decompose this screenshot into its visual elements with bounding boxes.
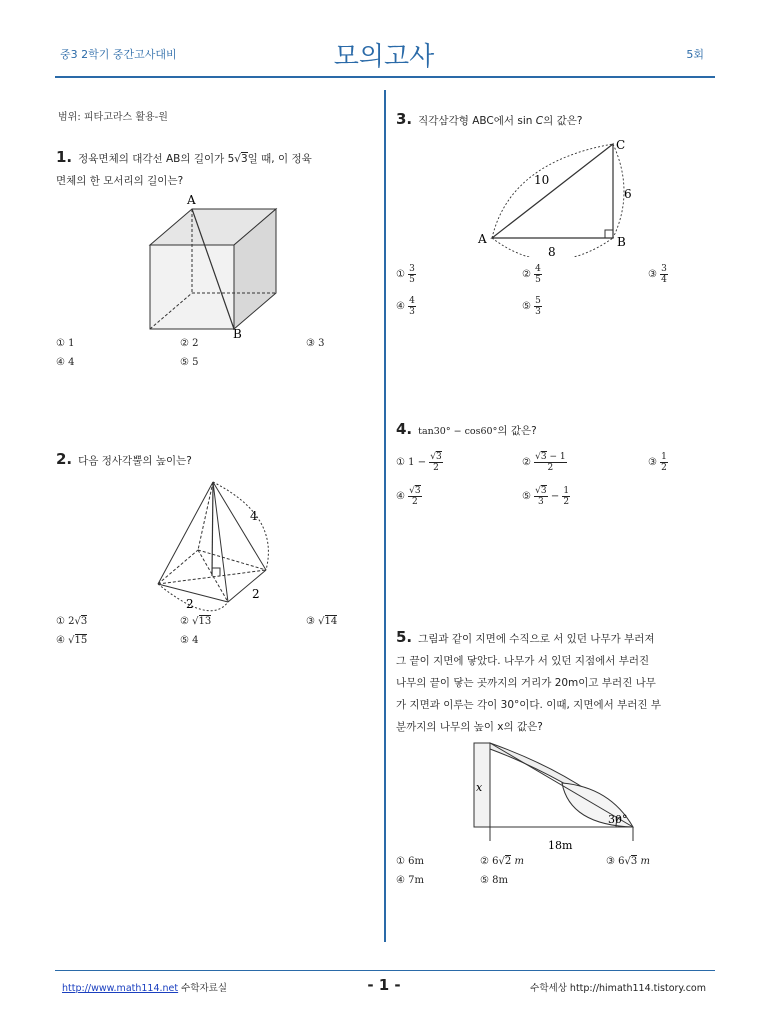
option-mark: ③	[648, 269, 661, 280]
option-mark: ③	[648, 457, 657, 468]
denominator: 3	[538, 497, 544, 507]
question-4	[396, 418, 537, 443]
footer-divider	[55, 970, 715, 971]
fraction: $\frac{√3}{2}$	[430, 452, 442, 473]
fraction	[408, 296, 416, 317]
base-edge-label-1: 2	[186, 597, 194, 611]
q3-option-3[interactable]	[648, 264, 668, 285]
q2-option-3[interactable]	[306, 616, 337, 627]
question-2-number: 2.	[56, 450, 73, 468]
coefficient: 6	[492, 856, 499, 867]
question-3-text-b: 의 값은?	[543, 115, 583, 127]
coefficient: 2	[68, 616, 75, 627]
question-1-radicand: 3	[240, 153, 248, 165]
option-mark: ①	[56, 616, 69, 627]
denominator: 2	[661, 463, 667, 473]
fraction	[534, 296, 542, 317]
question-3-var: C	[535, 115, 544, 127]
question-1-text-a: 정육면체의 대각선 AB의 길이가 5	[78, 153, 235, 165]
radicand: 13	[198, 616, 212, 627]
option-prefix: 1 −	[408, 457, 427, 468]
option-mark: ④	[396, 491, 405, 502]
radicand: 3	[80, 616, 88, 627]
question-3-text-a: 직각삼각형 ABC에서 sin	[418, 115, 533, 127]
q1-option-1[interactable]: ① 1	[56, 338, 75, 349]
q3-option-1[interactable]	[396, 264, 416, 285]
denominator: 5	[535, 275, 541, 285]
question-5-line-4: 가 지면과 이루는 각이 30°이다. 이때, 지면에서 부러진 부	[396, 699, 661, 711]
vertex-b-label: B	[617, 235, 626, 249]
q2-option-5[interactable]	[180, 635, 199, 646]
option-mark: ④	[396, 301, 409, 312]
footer-right-text: 수학세상	[530, 983, 567, 994]
fraction	[562, 486, 570, 507]
question-2-text: 다음 정사각뿔의 높이는?	[78, 455, 192, 467]
radicand: 14	[324, 616, 338, 627]
question-1	[56, 146, 374, 192]
denominator: 2	[433, 463, 439, 473]
page-number: - 1 -	[367, 976, 401, 994]
cube-figure	[140, 192, 290, 342]
denominator: 3	[409, 307, 415, 317]
q3-option-4[interactable]	[396, 296, 416, 317]
question-3-number: 3.	[396, 110, 413, 128]
numerator-radicand: 3	[540, 486, 547, 496]
q1-option-4[interactable]: ④ 4	[56, 357, 75, 368]
option-mark: ④	[56, 635, 69, 646]
denominator: 4	[661, 275, 667, 285]
radicand: 15	[74, 635, 88, 646]
sqrt-sign: √	[318, 616, 325, 627]
question-1-line2: 면체의 한 모서리의 길이는?	[56, 175, 184, 187]
right-triangle-figure	[470, 132, 640, 257]
option-mark: ③	[606, 856, 615, 867]
q5-option-3[interactable]: ③ 6√3 m	[606, 856, 650, 867]
numerator: 4	[535, 264, 541, 274]
q5-option-1[interactable]: ① 6m	[396, 856, 424, 867]
numerator: 3	[409, 264, 415, 274]
option-mark: ⑤	[522, 301, 535, 312]
vertical-side-label: 6	[624, 187, 632, 201]
footer-left-text: 수학자료실	[181, 983, 228, 994]
range-label: 범위: 피타고라스 활용-원	[58, 112, 168, 123]
header-divider	[55, 76, 715, 78]
fraction: $\frac{√3}{2}$	[409, 486, 421, 507]
fraction: $\frac{√3 - 1}{2}$	[535, 452, 566, 473]
option-mark: ②	[180, 616, 193, 627]
q1-option-2[interactable]: ② 2	[180, 338, 199, 349]
q4-option-4[interactable]	[396, 486, 422, 507]
question-4-number: 4.	[396, 420, 413, 438]
header-left: 중3 2학기 중간고사대비	[60, 48, 177, 61]
numerator: 3	[661, 264, 667, 274]
option-mark: ①	[396, 457, 405, 468]
option-mark: ①	[396, 269, 409, 280]
question-5	[396, 626, 716, 738]
question-1-number: 1.	[56, 148, 73, 166]
page-title: 모의고사	[333, 42, 435, 72]
vertex-a-label: A	[478, 232, 487, 246]
angle-label: 30°	[608, 813, 628, 826]
denominator: 3	[535, 307, 541, 317]
denominator: 2	[563, 497, 570, 507]
q1-option-5[interactable]: ⑤ 5	[180, 357, 199, 368]
hypotenuse-label: 10	[534, 173, 550, 187]
unit: m	[640, 856, 650, 867]
option-mark: ⑤	[180, 635, 193, 646]
q3-option-5[interactable]	[522, 296, 542, 317]
q4-option-1[interactable]	[396, 452, 443, 473]
q4-option-3[interactable]	[648, 452, 668, 473]
numerator: 1	[563, 486, 570, 496]
q2-option-1[interactable]	[56, 616, 87, 627]
numerator-tail: − 1	[546, 452, 566, 462]
option-mark: ②	[522, 269, 535, 280]
coefficient: 6	[618, 856, 625, 867]
question-5-line-2: 그 끝이 지면에 닿았다. 나무가 서 있던 지점에서 부러진	[396, 655, 650, 667]
footer-link[interactable]: http://www.math114.net	[62, 983, 179, 994]
pyramid-figure	[150, 476, 280, 612]
denominator: 2	[547, 463, 554, 473]
vertex-a-label: A	[187, 193, 196, 207]
vertex-b-label: B	[233, 327, 242, 341]
radicand: 3	[630, 856, 638, 867]
option-mark: ⑤	[522, 491, 531, 502]
header-right: 5회	[686, 48, 704, 61]
question-5-line-1: 그림과 같이 지면에 수직으로 서 있던 나무가 부러져	[418, 633, 655, 645]
coefficient: 4	[192, 635, 199, 646]
unit: m	[514, 856, 524, 867]
sqrt-sign: √	[68, 635, 75, 646]
numerator-radicand: 3	[436, 452, 442, 462]
footer-right-link[interactable]: http://himath114.tistory.com	[569, 983, 706, 994]
question-3	[396, 108, 582, 132]
question-5-number: 5.	[396, 628, 413, 646]
height-x-label: x	[476, 781, 483, 794]
vertex-c-label: C	[616, 138, 626, 152]
broken-tree-figure	[470, 735, 640, 853]
q3-option-2[interactable]	[522, 264, 542, 285]
question-1-text-b: 일 때, 이 정육	[247, 153, 312, 165]
distance-label: 18m	[548, 839, 573, 852]
fraction	[534, 264, 542, 285]
base-edge-label-2: 2	[252, 587, 260, 601]
q4-option-2[interactable]	[522, 452, 567, 473]
q5-option-2[interactable]: ② 6√2 m	[480, 856, 524, 867]
sqrt-sign: √	[74, 616, 81, 627]
slant-edge-label: 4	[250, 509, 258, 523]
numerator: 4	[409, 296, 415, 306]
denominator: 5	[409, 275, 415, 285]
sqrt-sign: √	[192, 616, 199, 627]
question-4-text: 의 값은?	[497, 425, 537, 437]
q4-option-5[interactable]	[522, 486, 570, 507]
sqrt-sign: √	[234, 153, 241, 165]
numerator-radicand: 3	[540, 452, 547, 462]
footer-right	[530, 980, 706, 994]
minus-sign: −	[550, 491, 560, 502]
q5-option-4[interactable]: ④ 7m	[396, 875, 424, 886]
fraction	[660, 264, 668, 285]
question-5-line-3: 나무의 끝이 닿는 곳까지의 거리가 20m이고 부러진 나무	[396, 677, 656, 689]
option-mark: ③	[306, 616, 319, 627]
base-side-label: 8	[548, 245, 556, 257]
fraction: $\frac{√3}{3}$	[535, 486, 547, 507]
denominator: 2	[412, 497, 418, 507]
numerator-radicand: 3	[414, 486, 421, 496]
radicand: 2	[504, 856, 512, 867]
numerator: 1	[661, 452, 667, 462]
q5-option-5[interactable]: ⑤ 8m	[480, 875, 508, 886]
numerator: 5	[535, 296, 541, 306]
option-mark: ②	[480, 856, 489, 867]
q1-option-3[interactable]: ③ 3	[306, 338, 325, 349]
q2-option-2[interactable]	[180, 616, 211, 627]
question-2	[56, 448, 192, 472]
option-mark: ②	[522, 457, 531, 468]
fraction	[660, 452, 668, 473]
column-divider	[384, 90, 386, 942]
question-5-line-5: 분까지의 나무의 높이 x의 값은?	[396, 721, 543, 733]
fraction	[408, 264, 416, 285]
q2-option-4[interactable]	[56, 635, 87, 646]
question-4-expression: tan30° − cos60°	[418, 426, 498, 437]
